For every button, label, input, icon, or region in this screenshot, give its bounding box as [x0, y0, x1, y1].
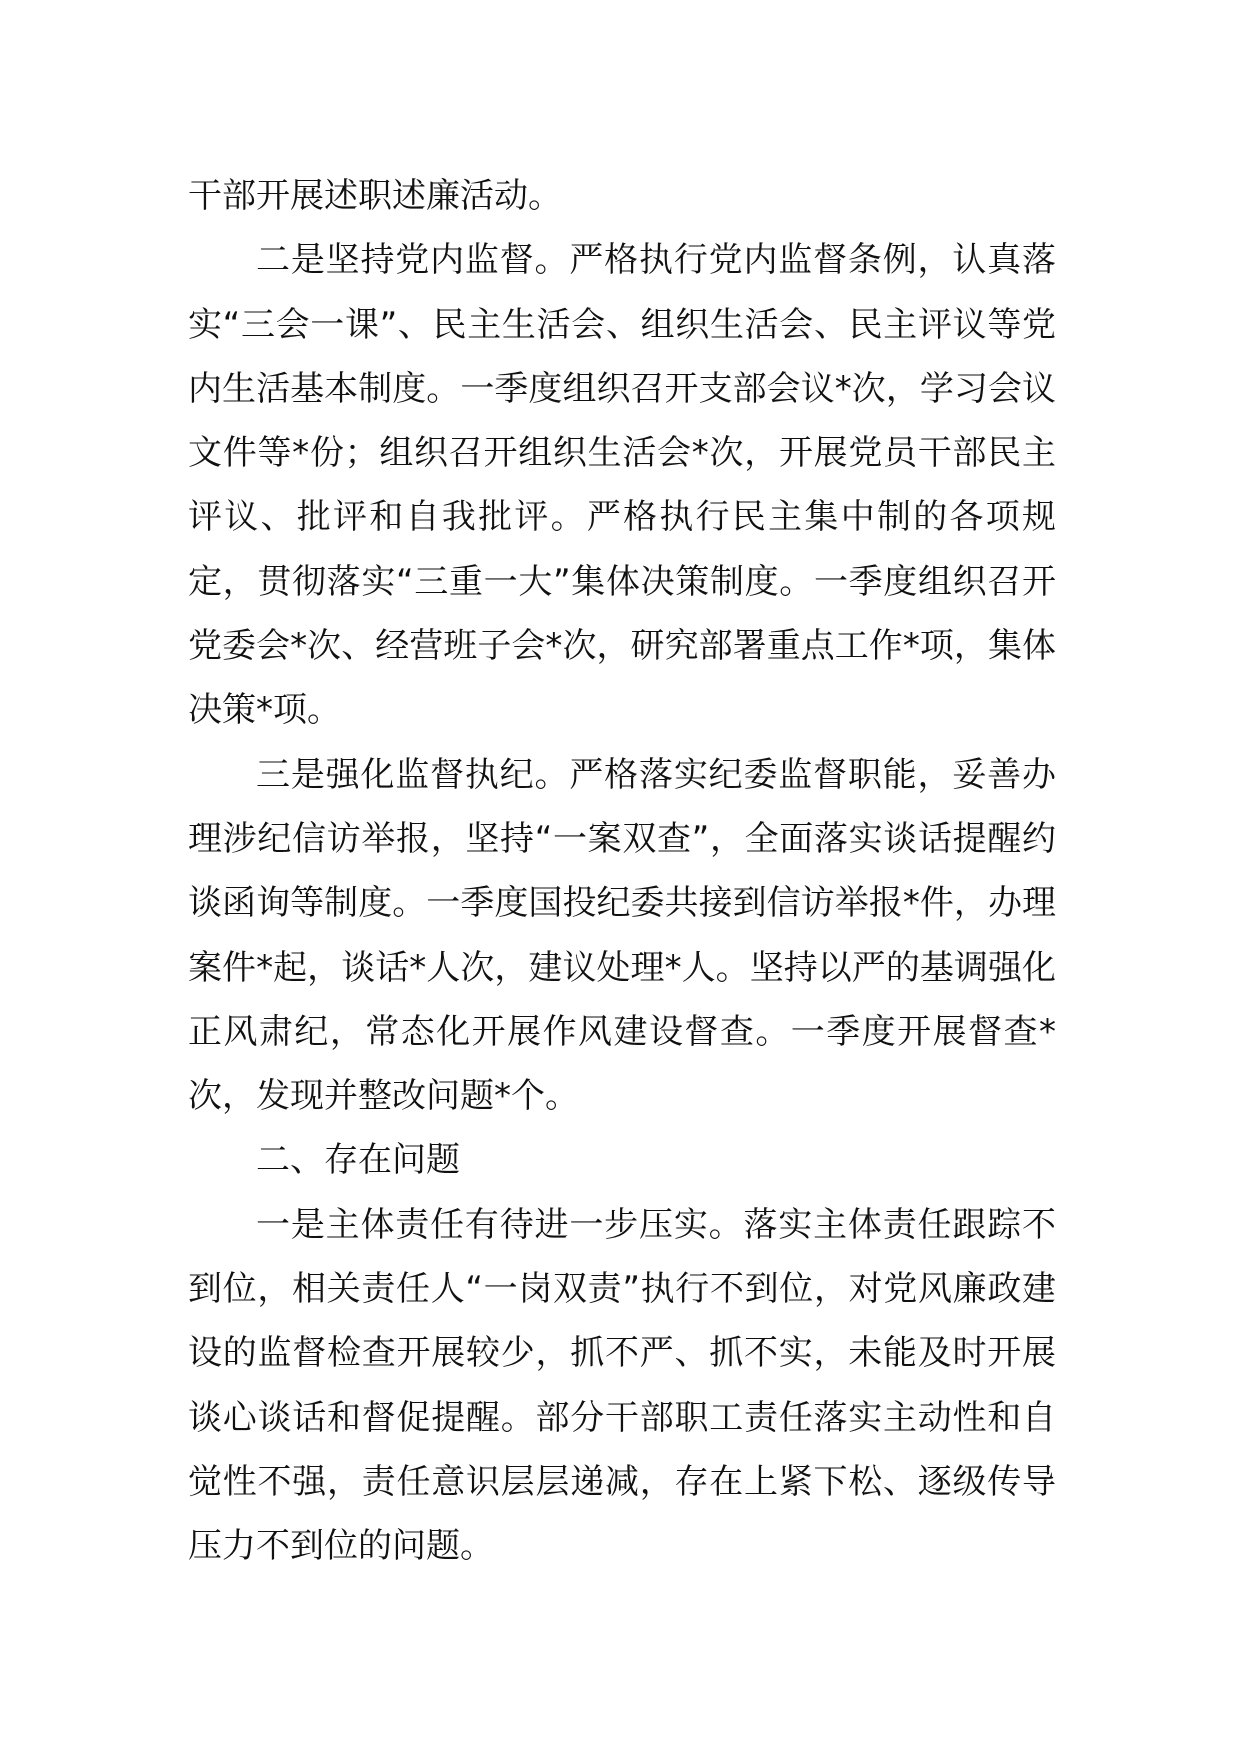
paragraph-continuation: 干部开展述职述廉活动。	[188, 176, 562, 216]
paragraph-party-supervision: 二是坚持党内监督。严格执行党内监督条例，认真落实“三会一课”、民主生活会、组织生活会、民主评议等党内生活基本制度。一季度组织召开支部会议*次，学习会议文件等*份；组织召开组织生活会*次，开展党员干部民主评议、批评和自我批评。严格执行民主集中制的各项规定，贯彻落实“三重一大”集体决策制度。一季度组织召开党委会*次、经营班子会*次，研究部署重点工作*项，集体决策*项。	[188, 240, 1056, 731]
paragraph-discipline-enforcement: 三是强化监督执纪。严格落实纪委监督职能，妥善办理涉纪信访举报，坚持“一案双查”，全面落实谈话提醒约谈函询等制度。一季度国投纪委共接到信访举报*件，办理案件*起，谈话*人次，建议处理*人。坚持以严的基调强化正风肃纪，常态化开展作风建设督查。一季度开展督查*次，发现并整改问题*个。	[188, 754, 1056, 1117]
section-heading-existing-problems: 二、存在问题	[256, 1140, 460, 1181]
paragraph-main-responsibility: 一是主体责任有待进一步压实。落实主体责任跟踪不到位，相关责任人“一岗双责”执行不到位，对党风廉政建设的监督检查开展较少，抓不严、抓不实，未能及时开展谈心谈话和督促提醒。部分干部职工责任落实主动性和自觉性不强，责任意识层层递减，存在上紧下松、逐级传导压力不到位的问题。	[188, 1204, 1056, 1567]
document-body	[188, 164, 1056, 1579]
